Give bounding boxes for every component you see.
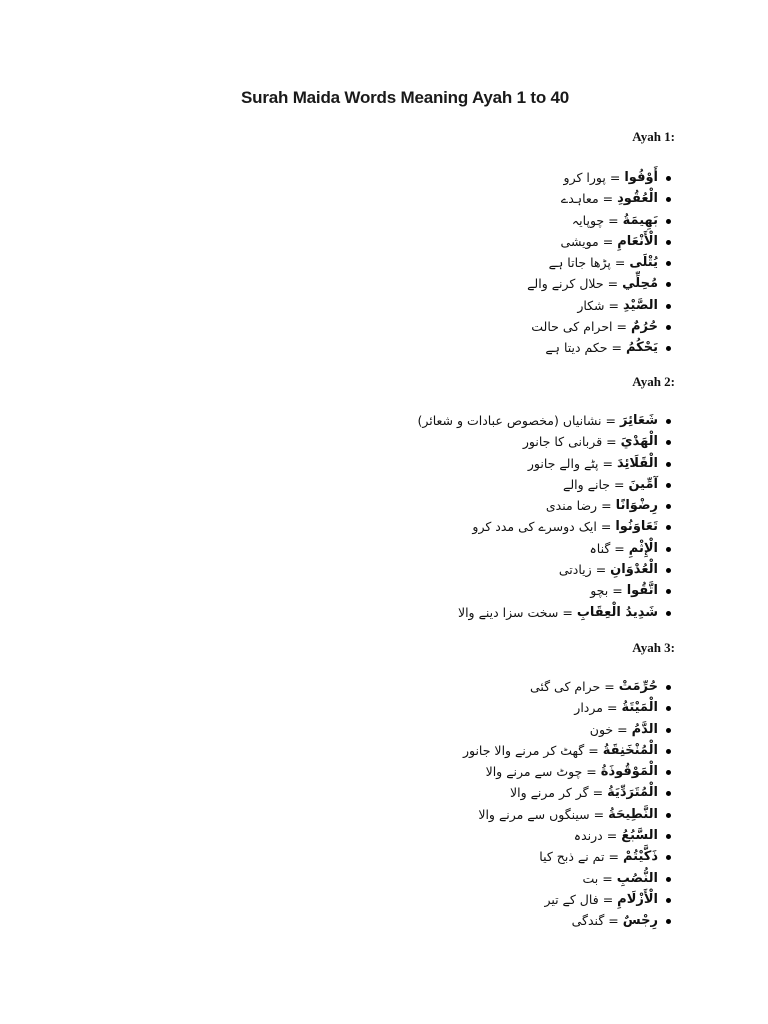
urdu-meaning: گھٹ کر مرنے والا جانور: [462, 742, 585, 758]
list-item: الْمُنْخَنِقَةُ = گھٹ کر مرنے والا جانور: [463, 740, 658, 761]
arabic-word: السَّبُعُ: [621, 828, 658, 844]
page-title: Surah Maida Words Meaning Ayah 1 to 40: [241, 88, 570, 107]
arabic-word: اتَّقُوا: [626, 583, 658, 599]
arabic-word: الصَّيْدِ: [623, 297, 658, 313]
arabic-word: يُتْلَى: [629, 255, 658, 271]
arabic-word: شَدِيدُ الْعِقَابِ: [576, 604, 658, 620]
urdu-meaning: پورا کرو: [563, 170, 606, 185]
urdu-meaning: ایک دوسرے کی مدد کرو: [472, 519, 597, 535]
list-item: يُتْلَى = پڑھا جاتا ہے: [527, 252, 658, 273]
arabic-word: الْعُدْوَانِ: [610, 562, 658, 578]
arabic-word: شَعَائِرَ: [620, 413, 658, 428]
list-item: شَعَائِرَ = نشانیاں (مخصوص عبادات و شعائر): [417, 410, 658, 431]
urdu-meaning: پٹے والے جانور: [527, 455, 599, 471]
urdu-meaning: سخت سزا دینے والا: [457, 604, 559, 620]
list-item: اتَّقُوا = بچو: [417, 580, 658, 601]
arabic-word: أَوْفُوا: [624, 170, 658, 185]
list-item: الْقَلَائِدَ = پٹے والے جانور: [417, 453, 658, 474]
list-item: آمِّينَ = جانے والے: [417, 474, 658, 495]
arabic-word: حُرِّمَتْ: [618, 679, 658, 694]
list-item: الْمُتَرَدِّيَةُ = گر کر مرنے والا: [463, 782, 658, 803]
urdu-meaning: فال کے تیر: [544, 891, 599, 907]
urdu-meaning: شکار: [577, 297, 605, 313]
list-item: يَحْكُمُ = حکم دیتا ہے: [527, 337, 658, 358]
list-item: رِضْوَانًا = رضا مندی: [417, 495, 658, 516]
arabic-word: النُّصُبِ: [616, 870, 658, 886]
list-item: الصَّيْدِ = شکار: [527, 295, 658, 316]
list-item: الدَّمُ = خون: [463, 719, 658, 740]
arabic-word: رِضْوَانًا: [615, 498, 658, 514]
arabic-word: الْمُنْخَنِقَةُ: [602, 742, 658, 758]
urdu-meaning: معاہدے: [560, 191, 599, 207]
list-item: السَّبُعُ = درندہ: [463, 825, 658, 846]
urdu-meaning: سینگوں سے مرنے والا: [478, 806, 590, 822]
urdu-meaning: احرام کی حالت: [531, 319, 613, 335]
word-list-ayah-3: [463, 676, 658, 932]
urdu-meaning: بچو: [590, 583, 609, 599]
urdu-meaning: گناہ: [589, 540, 611, 556]
urdu-meaning: حکم دیتا ہے: [545, 340, 608, 356]
urdu-meaning: درندہ: [573, 828, 603, 844]
arabic-word: النَّطِيحَةُ: [608, 806, 658, 822]
word-list-ayah-1: [527, 167, 658, 359]
list-item: الْأَزْلَامِ = فال کے تیر: [463, 889, 658, 910]
list-item: تَعَاوَنُوا = ایک دوسرے کی مدد کرو: [417, 516, 658, 537]
arabic-word: الدَّمُ: [631, 721, 658, 737]
urdu-meaning: چوپایہ: [571, 212, 605, 228]
list-item: الْمَوْقُوذَةُ = چوٹ سے مرنے والا: [463, 761, 658, 782]
section-heading-ayah-2: Ayah 2:: [632, 374, 675, 389]
list-item: بَهِيمَةُ = چوپایہ: [527, 210, 658, 231]
urdu-meaning: حرام کی گئی: [529, 679, 601, 694]
word-list-ayah-2: [417, 410, 658, 623]
urdu-meaning: نشانیاں (مخصوص عبادات و شعائر): [417, 413, 602, 428]
arabic-word: الْقَلَائِدَ: [617, 455, 658, 471]
list-item: الْعُدْوَانِ = زیادتی: [417, 559, 658, 580]
urdu-meaning: بت: [582, 870, 599, 886]
list-item: الْهَدْيَ = قربانی کا جانور: [417, 431, 658, 452]
urdu-meaning: خون: [589, 721, 614, 737]
urdu-meaning: پڑھا جاتا ہے: [548, 255, 611, 271]
arabic-word: تَعَاوَنُوا: [615, 519, 658, 535]
list-item: حُرِّمَتْ = حرام کی گئی: [463, 676, 658, 697]
arabic-word: الْمَوْقُوذَةُ: [600, 764, 658, 780]
list-item: الْمَيْتَةُ = مردار: [463, 697, 658, 718]
section-heading-ayah-1: Ayah 1:: [632, 129, 675, 144]
arabic-word: الْعُقُودِ: [617, 191, 658, 207]
urdu-meaning: قربانی کا جانور: [522, 434, 603, 450]
urdu-meaning: چوٹ سے مرنے والا: [485, 764, 583, 780]
arabic-word: مُحِلِّي: [622, 276, 658, 292]
arabic-word: آمِّينَ: [628, 476, 658, 492]
list-item: الْإِثْمِ = گناہ: [417, 538, 658, 559]
arabic-word: بَهِيمَةُ: [622, 212, 658, 228]
urdu-meaning: مویشی: [560, 233, 599, 249]
arabic-word: الْإِثْمِ: [628, 540, 658, 556]
urdu-meaning: تم نے ذبح کیا: [539, 849, 605, 865]
urdu-meaning: حلال کرنے والے: [527, 276, 604, 292]
arabic-word: يَحْكُمُ: [625, 340, 658, 356]
list-item: أَوْفُوا = پورا کرو: [527, 167, 658, 188]
section-heading-ayah-3: Ayah 3:: [632, 640, 675, 655]
urdu-meaning: زیادتی: [558, 562, 592, 578]
urdu-meaning: رضا مندی: [545, 498, 598, 514]
urdu-meaning: گر کر مرنے والا: [509, 785, 589, 801]
urdu-meaning: گندگی: [571, 913, 605, 929]
urdu-meaning: جانے والے: [563, 476, 610, 492]
list-item: الْأَنْعَامِ = مویشی: [527, 231, 658, 252]
list-item: حُرُمٌ = احرام کی حالت: [527, 316, 658, 337]
list-item: النَّطِيحَةُ = سینگوں سے مرنے والا: [463, 804, 658, 825]
list-item: الْعُقُودِ = معاہدے: [527, 188, 658, 209]
list-item: مُحِلِّي = حلال کرنے والے: [527, 273, 658, 294]
list-item: ذَكَّيْتُمْ = تم نے ذبح کیا: [463, 846, 658, 867]
arabic-word: حُرُمٌ: [631, 319, 658, 335]
arabic-word: ذَكَّيْتُمْ: [622, 849, 658, 865]
arabic-word: الْأَزْلَامِ: [617, 891, 658, 907]
arabic-word: الْمَيْتَةُ: [621, 700, 658, 716]
arabic-word: الْهَدْيَ: [620, 434, 658, 450]
arabic-word: رِجْسٌ: [622, 913, 658, 929]
list-item: رِجْسٌ = گندگی: [463, 910, 658, 931]
list-item: النُّصُبِ = بت: [463, 868, 658, 889]
urdu-meaning: مردار: [574, 700, 603, 716]
list-item: شَدِيدُ الْعِقَابِ = سخت سزا دینے والا: [417, 602, 658, 623]
arabic-word: الْأَنْعَامِ: [617, 233, 658, 249]
arabic-word: الْمُتَرَدِّيَةُ: [607, 785, 658, 801]
